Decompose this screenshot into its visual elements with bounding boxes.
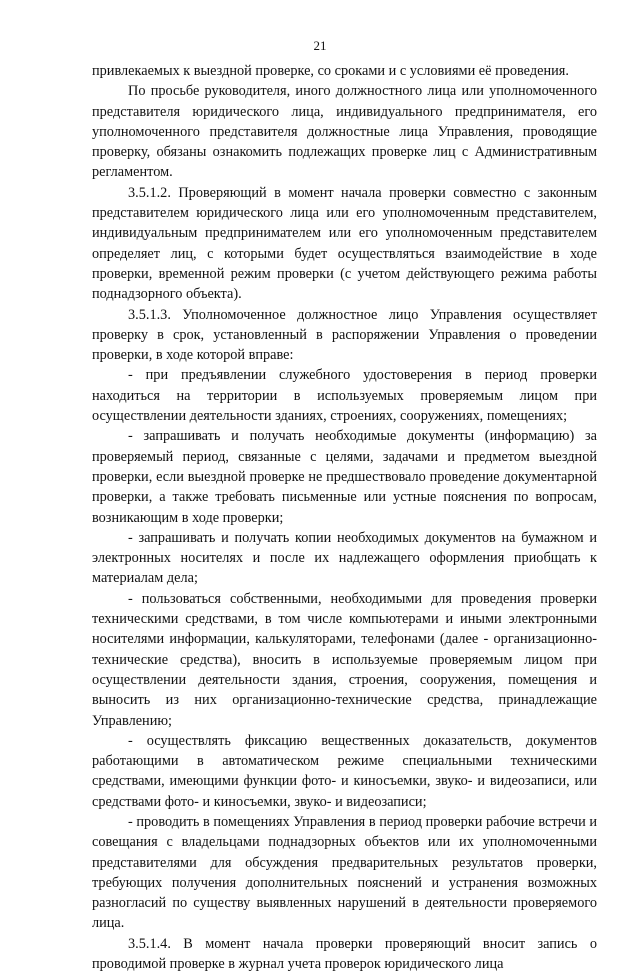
page-number: 21 <box>313 38 327 53</box>
paragraph-3-5-1-2: 3.5.1.2. Проверяющий в момент начала проверки совместно с законным представителем юридического лица или его уполномоченным представителем, индивидуальным предпринимателем или его уполномоченным представителем определяет лиц, с которыми будет осуществляться взаимодействие в ходе проверки, временной режим проверки (с учетом действующего режима работы поднадзорного объекта). <box>92 184 597 303</box>
list-item-territory-access: - при предъявлении служебного удостоверения в период проверки находиться на территории в используемых проверяемым лицом при осуществлении деятельности зданиях, строениях, сооружениях, помещениях; <box>92 367 597 425</box>
list-item-technical-means: - пользоваться собственными, необходимыми для проведения проверки техническими средствами, в том числе компьютерами и иными электронными носителями информации, калькуляторами, телефонами (далее - организационно-технические средства), вносить в используемые проверяемым лицом при осуществлении деятельности здания, строения, сооружения, помещения и выносить из них организационно-технические средства, принадлежащие Управлению; <box>92 590 597 729</box>
document-body <box>92 61 597 974</box>
paragraph-3-5-1-4: 3.5.1.4. В момент начала проверки проверяющий вносит запись о проводимой проверке в журнал учета проверок юридического лица <box>92 935 597 973</box>
list-item-working-meetings: - проводить в помещениях Управления в период проверки рабочие встречи и совещания с владельцами поднадзорных объектов или их уполномоченными представителями для обсуждения предварительных результатов проверки, требующих получения дополнительных пояснений и устранения возможных разногласий по существу выявленных нарушений в деятельности проверяемого лица. <box>92 813 597 932</box>
list-item-evidence-recording: - осуществлять фиксацию вещественных доказательств, документов работающими в автоматическом режиме специальными техническими средствами, имеющими функции фото- и киносъемки, звуко- и видеозаписи, или средствами фото- и киносъемки, звуко- и видеозаписи; <box>92 732 597 810</box>
paragraph-3-5-1-3: 3.5.1.3. Уполномоченное должностное лицо Управления осуществляет проверку в срок, установленный в распоряжении Управления о проведении проверки, в ходе которой вправе: <box>92 306 597 364</box>
paragraph-continuation: привлекаемых к выездной проверке, со сроками и с условиями её проведения. <box>92 63 569 79</box>
paragraph-familiarization: По просьбе руководителя, иного должностного лица или уполномоченного представителя юридического лица, индивидуального предпринимателя, его уполномоченного представителя должностные лица Управления, проводящие проверку, обязаны ознакомить подлежащих проверке лиц с Административным регламентом. <box>92 83 597 181</box>
list-item-request-documents: - запрашивать и получать необходимые документы (информацию) за проверяемый период, связанные с целями, задачами и предметом выездной проверки, если выездной проверке не предшествовало проведение документарной проверки, а также требовать письменные или устные пояснения по вопросам, возникающим в ходе проверки; <box>92 428 597 526</box>
list-item-request-copies: - запрашивать и получать копии необходимых документов на бумажном и электронных носителях и после их надлежащего оформления приобщать к материалам дела; <box>92 529 597 587</box>
